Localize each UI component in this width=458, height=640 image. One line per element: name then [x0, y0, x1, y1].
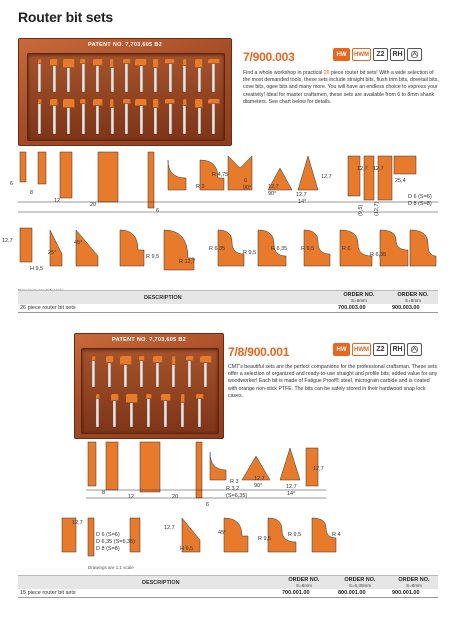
product1-description-part1: Find a whole workshop in practical — [243, 70, 324, 76]
dim-6: 6 — [10, 181, 14, 187]
header-shank-size: S=6mm — [296, 583, 312, 588]
dim2-r6: R 6 — [342, 246, 351, 252]
dim3-8: 8 — [102, 490, 106, 496]
header-order-no-s6 — [278, 577, 330, 589]
profile-chamfer-25 — [50, 230, 62, 266]
profile-flush-1 — [348, 156, 360, 196]
profile-straight-20 — [140, 442, 160, 492]
dim-6b: 6 — [156, 208, 160, 214]
router-bit-shank — [82, 62, 85, 92]
router-bit-shank — [169, 62, 172, 92]
router-bit-head — [80, 59, 86, 64]
router-bit-head — [208, 99, 220, 104]
router-bit-head — [195, 59, 203, 68]
dim-90a: 90° — [243, 185, 252, 191]
router-bit-head — [50, 59, 58, 66]
dim4-127a: 12,7 — [72, 520, 83, 526]
router-bit-head — [165, 59, 175, 64]
dim2-127: 12,7 — [2, 238, 13, 244]
product2-patent: PATENT NO. 7,703,605 B2 — [112, 337, 186, 343]
router-bit-head — [63, 99, 75, 108]
product2-description: CMT's beautiful sets are the perfect companions for the professional craftsman. These sets offer a selection of organized and ready-to-use straight and profile bits; added value for any woodworker! Each bit is made of Fatigue Proof® steel, micrograin carbide and is coated with orange non-stick PTFE. The bits can be safely stored in their hardwood snap lock cases. — [228, 364, 438, 399]
badge-z2: Z2 — [373, 343, 388, 356]
header-shank-size: S=8mm — [405, 298, 421, 303]
router-bit-head — [208, 59, 220, 64]
router-bit-head — [183, 99, 187, 106]
product1-tray — [27, 53, 225, 141]
profile-straight-12 — [106, 442, 118, 490]
dim-14: 14° — [298, 199, 307, 205]
router-bit-shank — [96, 62, 99, 92]
profile-rabbet-127 — [130, 518, 140, 552]
router-bit-head — [153, 356, 163, 363]
row-description: 26 piece router bit sets — [20, 305, 76, 311]
dim-127b: 12,7 — [296, 192, 307, 198]
router-bit-shank — [38, 102, 41, 134]
product2-badges — [333, 343, 422, 356]
profile-straight-8 — [38, 152, 46, 184]
router-bit-head — [183, 59, 187, 66]
product1-description-count: 26 — [323, 70, 330, 76]
profile-round-r3 — [210, 452, 226, 480]
profile-flush-3 — [378, 156, 392, 200]
router-bit-head — [106, 356, 114, 363]
router-bit-head — [153, 99, 159, 108]
header-order-no-label: ORDER NO. — [397, 292, 429, 298]
router-bit-head — [139, 356, 145, 361]
dim4-r95a: R 9,5 — [258, 536, 272, 542]
header-order-no-label: ORDER NO. — [288, 577, 320, 583]
dim-127e: 12,7 — [373, 166, 384, 172]
dim-127d: 12,7 — [357, 166, 368, 172]
header-order-no-s8 — [390, 292, 436, 304]
router-bit-shank — [92, 359, 95, 387]
dim4-d6: D 6 (S=6) — [96, 532, 120, 538]
header-order-no-label: ORDER NO. — [344, 577, 376, 583]
profile-chamfer-45 — [76, 230, 98, 266]
profile-cove-r95 — [224, 518, 248, 552]
table-header — [18, 575, 438, 589]
dim3-s635: (S=6,35) — [226, 493, 248, 499]
spiral-cut-icon — [407, 343, 422, 356]
profile-flush-2 — [364, 156, 374, 200]
dim4-r95b: R 9,5 — [288, 532, 302, 538]
router-bit-shank — [96, 397, 99, 427]
router-bit-head — [93, 99, 103, 106]
dim4-h95: H 9,5 — [180, 546, 194, 552]
dim2-r95a: R 9,5 — [146, 254, 160, 260]
dim4-d635: D 6,35 (S=6,35) — [96, 539, 135, 545]
router-bit-head — [181, 394, 185, 403]
dim-127c: 12,7 — [321, 174, 332, 180]
router-bit-shank — [147, 397, 150, 427]
dim2-25: 25° — [48, 250, 57, 256]
router-bit-head — [50, 99, 58, 106]
badge-hwm: HWM — [352, 48, 371, 61]
dim-r3: R 3 — [196, 184, 205, 190]
product1-patent: PATENT NO. 7,703,605 B2 — [88, 42, 162, 48]
dim4-45: 45° — [218, 530, 227, 536]
header-order-no-s635 — [334, 577, 386, 589]
table-row — [18, 304, 438, 313]
router-bit-shank — [53, 102, 56, 134]
router-bit-shank — [183, 102, 186, 134]
header-order-no-label: ORDER NO. — [398, 577, 430, 583]
router-bit-head — [123, 99, 131, 104]
dim-d8: D 8 (S=8) — [408, 201, 432, 207]
profile-dovetail-14 — [298, 156, 318, 190]
header-description: DESCRIPTION — [142, 580, 180, 586]
profile-straight-6 — [20, 152, 26, 182]
product1-description-part2: piece router bit sets! With a wide selection of the most demanded tools, these sets include straight bits, flush trim bits, dovetail bits, cove bits, ogee bits and many more. You will have an endless choice to express your creativity! Ideal for master craftsmen, these sets are available from 6 to 8mm shank diameters. See chart below for details. — [243, 70, 439, 105]
router-bit-head — [38, 59, 42, 64]
dim3-6: 6 — [206, 502, 210, 508]
profile-v-6 — [196, 442, 202, 498]
profile-rabbet — [20, 228, 32, 262]
product1-description — [243, 70, 441, 106]
router-bit-head — [111, 394, 119, 401]
router-bit-shank — [140, 359, 143, 387]
router-bit-shank — [140, 102, 143, 134]
router-bit-head — [161, 394, 171, 401]
router-bit-shank — [188, 359, 191, 387]
router-bit-shank — [113, 397, 116, 427]
router-bit-head — [186, 356, 194, 361]
dim-r475: R 4,75 — [212, 172, 229, 178]
product2-order-table — [18, 575, 438, 599]
badge-rh: RH — [390, 343, 405, 356]
product2-tray — [81, 348, 219, 434]
profile-beading-r635 — [410, 230, 436, 266]
profile-straight-20 — [98, 152, 118, 202]
router-bit-head — [165, 99, 175, 104]
router-bit-shank — [140, 62, 143, 92]
row-order-s635: 800.001.00 — [338, 590, 366, 596]
badge-hw: HW — [333, 48, 350, 61]
router-bit-head — [153, 59, 159, 68]
profile-flush-d6 — [88, 518, 94, 556]
router-bit-head — [200, 356, 212, 363]
table-row — [18, 589, 438, 598]
dim3-20: 20 — [172, 494, 179, 500]
header-shank-size: S=6,35mm — [348, 583, 372, 588]
dim3-r3: R 3 — [230, 479, 239, 485]
dim2-45: 45° — [74, 240, 83, 246]
dim-127-vert: (12,7) — [374, 201, 380, 216]
router-bit-head — [120, 356, 132, 365]
profile-dovetail-14 — [280, 448, 300, 480]
profile-beading-r6 — [380, 230, 408, 266]
router-bit-shank — [156, 359, 159, 387]
dim4-d8: D 8 (S=8) — [96, 546, 120, 552]
header-shank-size: S=6mm — [351, 298, 367, 303]
router-bit-shank — [96, 102, 99, 134]
header-order-no-s8 — [388, 577, 440, 589]
profile-straight-12 — [60, 152, 72, 198]
product1-code: 7/900.003 — [243, 50, 295, 64]
dim-20: 20 — [90, 202, 97, 208]
badge-rh: RH — [390, 48, 405, 61]
router-bit-head — [38, 99, 42, 104]
dim3-14: 14° — [287, 491, 296, 497]
product2-profile-row1 — [86, 440, 426, 504]
router-bit-head — [96, 394, 100, 399]
dim2-r127: R 12,7 — [179, 259, 196, 265]
router-bit-shank — [198, 397, 201, 427]
dim4-r4: R 4 — [332, 532, 341, 538]
router-bit-shank — [212, 62, 215, 92]
dim-6c: 6 — [244, 178, 248, 184]
dim-90b: 90° — [268, 191, 277, 197]
badge-hw: HW — [333, 343, 350, 356]
header-order-no-s6 — [336, 292, 382, 304]
dim-254: 25,4 — [395, 178, 406, 184]
router-bit-shank — [125, 62, 128, 92]
row-description: 15 piece router bit sets — [20, 590, 76, 596]
router-bit-head — [195, 99, 203, 108]
router-bit-head — [135, 99, 147, 106]
badge-hwm: HWM — [352, 343, 371, 356]
product2-case-photo — [74, 333, 224, 439]
header-description: DESCRIPTION — [144, 295, 182, 301]
dim3-r32: R 3,2 — [226, 486, 240, 492]
product1-case-photo — [18, 38, 232, 146]
dim2-r635b: R 6,35 — [271, 246, 288, 252]
dim3-127b: 12,7 — [286, 484, 297, 490]
dim3-127a: 12,7 — [254, 476, 265, 482]
router-bit-head — [110, 59, 114, 68]
row-order-s6: 700.003.00 — [338, 305, 366, 311]
row-order-s8: 900.003.00 — [392, 305, 420, 311]
router-bit-shank — [82, 102, 85, 134]
spiral-cut-icon — [407, 48, 422, 61]
profile-straight-8 — [88, 442, 96, 486]
router-bit-shank — [164, 397, 167, 427]
dim2-r95b: R 9,5 — [243, 250, 257, 256]
dim3-12: 12 — [128, 494, 135, 500]
dim2-r95c: R 9,5 — [301, 246, 315, 252]
router-bit-head — [135, 59, 147, 66]
router-bit-shank — [108, 359, 111, 387]
dim-95-vert: (9,5) — [358, 204, 364, 216]
product1-order-table — [18, 290, 438, 314]
dim4-127b: 12,7 — [164, 525, 175, 531]
router-bit-head — [63, 59, 75, 68]
router-bit-shank — [53, 62, 56, 92]
router-bit-shank — [212, 102, 215, 134]
badge-z2: Z2 — [373, 48, 388, 61]
router-bit-shank — [183, 62, 186, 92]
router-bit-shank — [169, 102, 172, 134]
dim3-90: 90° — [254, 483, 263, 489]
router-bit-head — [126, 394, 138, 403]
dim-d6: D 6 (S=6) — [408, 194, 432, 200]
dim3-127c: 12,7 — [313, 466, 324, 472]
product2-code: 7/8/900.001 — [228, 345, 290, 359]
product2-drawings-note: Drawings are 1:1 scale — [88, 565, 134, 570]
router-bit-head — [172, 356, 176, 365]
profile-cove-r95 — [120, 230, 144, 266]
profile-v-6 — [148, 152, 154, 208]
router-bit-head — [110, 99, 114, 108]
page-title: Router bit sets — [18, 9, 114, 25]
router-bit-head — [123, 59, 131, 64]
product1-badges — [333, 48, 422, 61]
router-bit-shank — [38, 62, 41, 92]
router-bit-shank — [125, 102, 128, 134]
dim2-h95: H 9,5 — [30, 266, 44, 272]
profile-flush-254 — [394, 156, 416, 174]
dim2-r635c: R 6,35 — [370, 252, 387, 258]
header-order-no-label: ORDER NO. — [343, 292, 375, 298]
router-bit-head — [80, 99, 86, 104]
router-bit-head — [93, 59, 103, 66]
router-bit-shank — [204, 359, 207, 387]
dim-12: 12 — [54, 198, 61, 204]
table-header — [18, 290, 438, 304]
router-bit-head — [92, 356, 96, 361]
router-bit-head — [146, 394, 152, 399]
row-order-s8: 900.001.00 — [392, 590, 420, 596]
row-order-s6: 700.001.00 — [282, 590, 310, 596]
dim-8: 8 — [30, 190, 34, 196]
header-shank-size: S=8mm — [406, 583, 422, 588]
dim2-r635a: R 6,35 — [209, 246, 226, 252]
profile-round-r3 — [168, 160, 186, 190]
dim-127a: 12,7 — [268, 184, 279, 190]
router-bit-head — [196, 394, 204, 399]
